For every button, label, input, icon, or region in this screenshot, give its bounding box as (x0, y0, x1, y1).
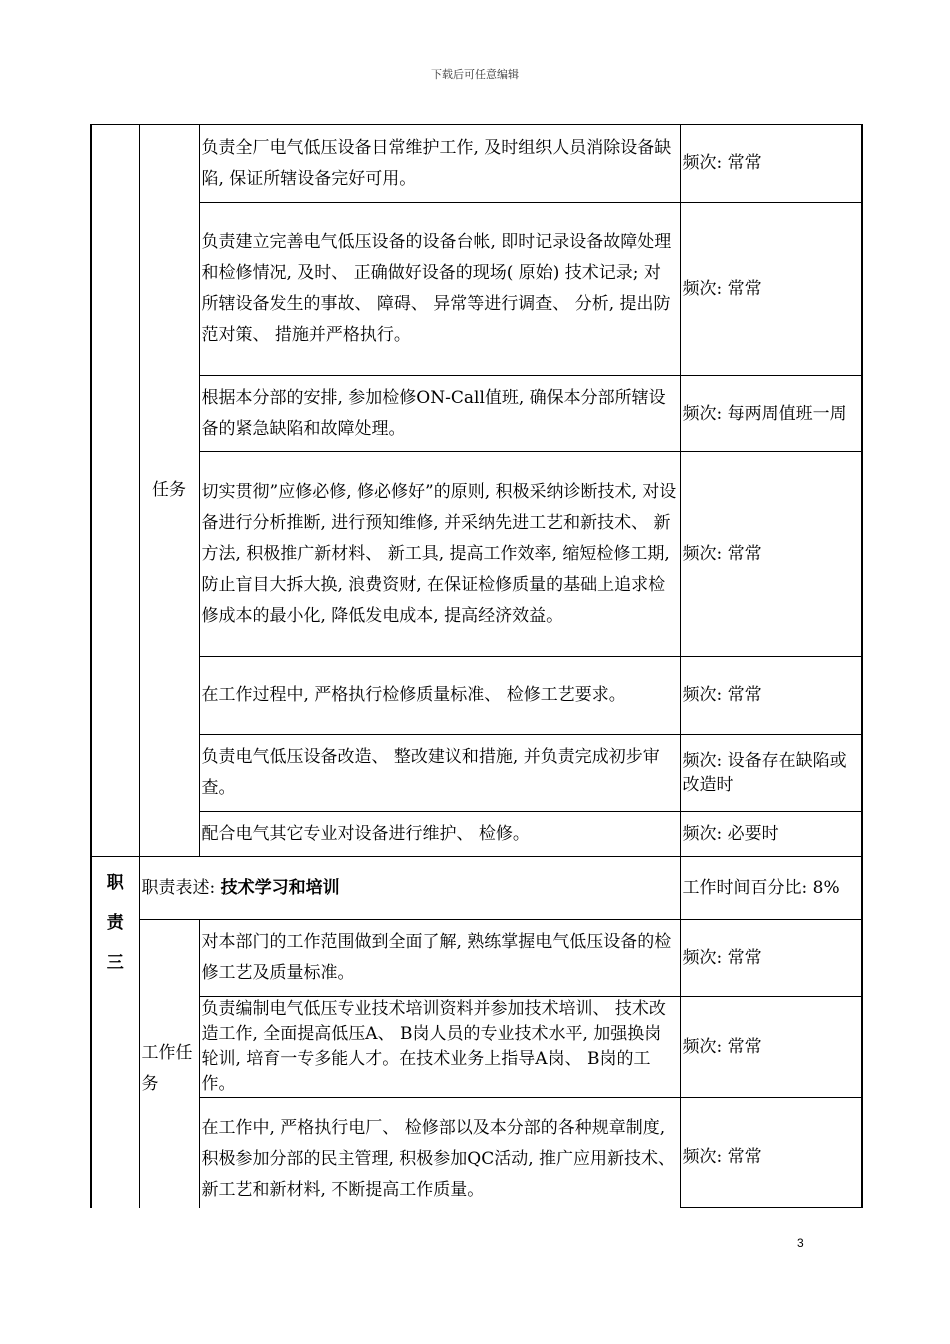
task-frequency: 频次: 常常 (680, 997, 862, 1098)
table-row (91, 125, 862, 203)
task-label-cell (139, 125, 199, 857)
duty-desc-prefix: 职责表述: (141, 877, 216, 898)
duty-three-label (91, 857, 139, 1208)
task-description: 在工作过程中, 严格执行检修质量标准、 检修工艺要求。 (199, 657, 680, 735)
table-row (91, 657, 862, 735)
time-percent: 工作时间百分比: 8% (680, 857, 862, 920)
duty-label-cell-empty (91, 125, 139, 857)
duty-label-char: 责 (106, 913, 124, 933)
task-frequency: 频次: 设备存在缺陷或改造时 (680, 735, 862, 812)
duty-description (139, 857, 680, 920)
task-frequency: 频次: 每两周值班一周 (680, 376, 862, 452)
table-row (91, 376, 862, 452)
duty-table (90, 124, 863, 1208)
duty-desc-title: 技术学习和培训 (220, 877, 340, 898)
header-note: 下载后可任意编辑 (431, 68, 519, 81)
task-description: 负责编制电气低压专业技术培训资料并参加技术培训、 技术改造工作, 全面提高低压A、 B岗人员的专业技术水平, 加强换岗轮训, 培育一专多能人才。在技术业务上指导A岗、 B岗的工作。 (199, 997, 680, 1098)
task-label: 任务 (152, 480, 186, 500)
task-frequency: 频次: 常常 (680, 920, 862, 997)
task-description: 配合电气其它专业对设备进行维护、 检修。 (199, 812, 680, 857)
task-frequency: 频次: 常常 (680, 125, 862, 203)
task-description: 对本部门的工作范围做到全面了解, 熟练掌握电气低压设备的检修工艺及质量标准。 (199, 920, 680, 997)
table-row (91, 452, 862, 657)
table-row (91, 920, 862, 997)
duty-label-char: 三 (106, 953, 124, 973)
task-frequency: 频次: 常常 (680, 452, 862, 657)
table-row (91, 857, 862, 920)
task-description: 负责全厂电气低压设备日常维护工作, 及时组织人员消除设备缺陷, 保证所辖设备完好可用。 (199, 125, 680, 203)
work-task-label: 工作任务 (139, 920, 199, 1208)
task-description: 切实贯彻”应修必修, 修必修好”的原则, 积极采纳诊断技术, 对设备进行分析推断, 进行预知维修, 并采纳先进工艺和新技术、 新方法, 积极推广新材料、 新工具, 提高工作效率, 缩短检修工期, 防止盲目大拆大换, 浪费资财, 在保证检修质量的基础上追求检修成本的最小化, 降低发电成本, 提高经济效益。 (199, 452, 680, 657)
table-row (91, 1098, 862, 1208)
task-description: 根据本分部的安排, 参加检修ON-Call值班, 确保本分部所辖设备的紧急缺陷和故障处理。 (199, 376, 680, 452)
table-row (91, 735, 862, 812)
task-description: 负责电气低压设备改造、 整改建议和措施, 并负责完成初步审查。 (199, 735, 680, 812)
table-row (91, 812, 862, 857)
task-description: 负责建立完善电气低压设备的设备台帐, 即时记录设备故障处理和检修情况, 及时、 正确做好设备的现场( 原始) 技术记录; 对所辖设备发生的事故、 障碍、 异常等进行调查、 分析, 提出防范对策、 措施并严格执行。 (199, 203, 680, 376)
duty-label-char: 职 (106, 873, 124, 893)
task-frequency: 频次: 常常 (680, 657, 862, 735)
task-frequency: 频次: 必要时 (680, 812, 862, 857)
table-row (91, 203, 862, 376)
task-description: 在工作中, 严格执行电厂、 检修部以及本分部的各种规章制度, 积极参加分部的民主管理, 积极参加QC活动, 推广应用新技术、 新工艺和新材料, 不断提高工作质量。 (199, 1098, 680, 1208)
page-number: 3 (797, 1236, 804, 1250)
task-frequency: 频次: 常常 (680, 203, 862, 376)
table-row (91, 997, 862, 1098)
task-frequency: 频次: 常常 (680, 1098, 862, 1208)
